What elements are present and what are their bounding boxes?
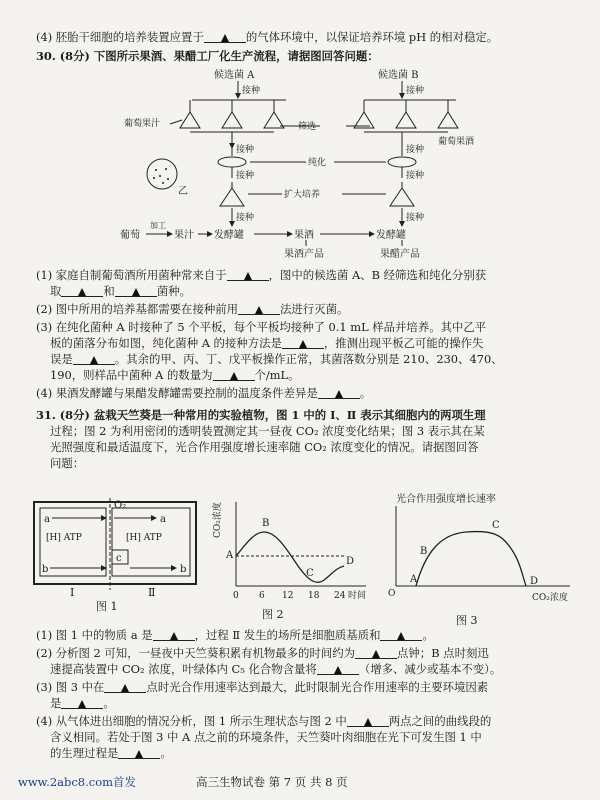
q30-item-2: (2) 图中所用的培养基都需要在接种前用 法进行灭菌。 <box>36 302 349 316</box>
flask-icon <box>180 104 284 128</box>
svg-text:12: 12 <box>282 591 294 601</box>
petri-dish-icon <box>218 157 246 167</box>
strain-b-label: 候选菌 B <box>378 70 419 81</box>
q30-title: 30. (8分) 下图所示果酒、果醋工厂化生产流程，请据图回答问题： <box>36 49 379 63</box>
q31-item-4: (4) 从气体进出细胞的情况分析，图 1 所示生理状态与图 2 中 两点之间的曲线段的 <box>36 714 492 728</box>
inoculate-label: 接种 <box>406 145 425 155</box>
wine-product-label: 果酒产品 <box>284 249 324 260</box>
juice-label: 果汁 <box>174 230 194 241</box>
q30-item-3-cont2: 误是 。其余的甲、丙、丁、戊平板操作正常，其菌落数分别是 210、230、470、 <box>50 352 503 366</box>
fig3-curve <box>416 532 526 586</box>
point-a-label: A <box>410 574 418 585</box>
a-label: a <box>44 514 50 525</box>
figure-3-rate-curve <box>382 490 582 610</box>
answer-blank <box>204 31 246 43</box>
flask-icon <box>390 182 414 206</box>
q29-text: (4) 胚胎干细胞的培养装置应置于 <box>36 30 204 44</box>
q30-flow-diagram <box>120 66 540 262</box>
strain-a-label: 候选菌 A <box>214 70 255 81</box>
hatp-label: [H] ATP <box>126 533 162 543</box>
a-label: a <box>160 514 166 525</box>
fig2-xlabel: 时间 <box>348 591 367 601</box>
vinegar-product-label: 果醋产品 <box>380 249 420 260</box>
point-b-label: B <box>262 518 270 529</box>
grape-label: 葡萄 <box>120 230 140 241</box>
q31-text: 过程；图 2 为利用密闭的透明装置测定其一昼夜 CO₂ 浓度变化结果；图 3 表示其在某 <box>50 424 485 438</box>
footer-page-number: 高三生物试卷 第 7 页 共 8 页 <box>196 775 348 789</box>
plate-yi-label: 乙 <box>178 186 188 197</box>
point-d-label: D <box>346 556 355 567</box>
page-footer <box>18 774 582 790</box>
fig3-xlabel: CO₂浓度 <box>532 593 568 603</box>
figure-1-cell-diagram <box>30 496 200 596</box>
purify-label: 纯化 <box>308 158 327 168</box>
point-a-label: A <box>226 550 234 561</box>
inoculate-label: 接种 <box>242 86 261 96</box>
inoculate-label: 接种 <box>406 213 425 223</box>
fig3-title: 光合作用强度增长速率 <box>396 494 496 505</box>
o2-label: O₂ <box>114 500 127 511</box>
c-label: c <box>116 553 122 564</box>
q31-item-3-cont: 是 。 <box>50 696 115 710</box>
flask-icon <box>354 104 458 128</box>
screen-label: 筛选 <box>298 122 317 132</box>
roman-i-label: Ⅰ <box>70 586 75 596</box>
blank-triangle-icon <box>221 34 229 42</box>
wine-label: 果酒 <box>294 230 314 241</box>
q30-item-4: (4) 果酒发酵罐与果醋发酵罐需要控制的温度条件差异是 。 <box>36 386 372 400</box>
point-b-label: B <box>420 546 428 557</box>
origin-label: O <box>388 589 396 599</box>
q31-item-2: (2) 分析图 2 可知，一昼夜中天竺葵积累有机物最多的时间约为 点钟；B 点时刻迅 <box>36 646 489 660</box>
q29-text: 的气体环境中，以保证培养环境 pH 的相对稳定。 <box>245 30 499 44</box>
cell-outline <box>34 502 196 584</box>
q30-item-3-cont: 板的菌落分布如图，纯化菌种 A 的接种方法是 ，推测出现平板乙可能的操作失 <box>50 336 484 350</box>
q31-title: 31. (8分) 盆栽天竺葵是一种常用的实验植物，图 1 中的 Ⅰ、Ⅱ 表示其细胞内的两项生理 <box>36 408 486 422</box>
point-c-label: C <box>306 568 314 579</box>
q31-text: 问题： <box>50 456 85 470</box>
svg-text:18: 18 <box>308 591 320 601</box>
figure-3-caption: 图 3 <box>456 614 478 627</box>
fig2-curve <box>236 532 344 582</box>
grape-juice-label: 葡萄果汁 <box>124 119 161 129</box>
roman-ii-label: Ⅱ <box>148 586 156 596</box>
b-label: b <box>180 564 187 575</box>
point-d-label: D <box>530 576 539 587</box>
q30-item-1: (1) 家庭自制葡萄酒所用菌种常来自于 ，图中的候选菌 A、B 经筛选和纯化分别获 <box>36 268 487 282</box>
q30-item-3-cont3: 190，则样品中菌种 A 的数量为 个/mL。 <box>50 368 300 382</box>
flask-icon <box>220 182 244 206</box>
fig2-ylabel: CO₂浓度 <box>213 502 223 538</box>
inoculate-label: 接种 <box>236 213 255 223</box>
expand-label: 扩大培养 <box>284 190 321 200</box>
petri-dish-icon <box>388 157 416 167</box>
q31-item-2-cont: 速提高装置中 CO₂ 浓度，叶绿体内 C₅ 化合物含量将 （增多、减少或基本不变）。 <box>50 662 502 676</box>
figure-1-caption: 图 1 <box>96 600 118 613</box>
q31-item-4-cont2: 的生理过程是 。 <box>50 746 172 760</box>
grape-wine-label: 葡萄果酒 <box>438 137 475 147</box>
q31-text: 光照强度和最适温度下，光合作用强度增长速率随 CO₂ 浓度变化的情况。请据图回答 <box>50 440 479 454</box>
inoculate-label: 接种 <box>236 145 255 155</box>
inoculate-label: 接种 <box>406 171 425 181</box>
plate-yi-icon <box>147 159 177 189</box>
q30-item-1-cont: 取 和 菌种。 <box>50 284 191 298</box>
q31-item-1: (1) 图 1 中的物质 a 是 ，过程 Ⅱ 发生的场所是细胞质基质和 。 <box>36 628 434 642</box>
inoculate-label: 接种 <box>406 86 425 96</box>
figure-2-co2-curve <box>206 494 376 604</box>
fermenter-label: 发酵罐 <box>214 230 244 241</box>
process-label: 加工 <box>150 221 166 230</box>
svg-text:24: 24 <box>334 591 346 601</box>
q31-item-3: (3) 图 3 中在 点时光合作用速率达到最大，此时限制光合作用速率的主要环境因素 <box>36 680 489 694</box>
fermenter-label: 发酵罐 <box>376 230 406 241</box>
svg-text:6: 6 <box>259 591 265 601</box>
footer-site[interactable]: www.2abc8.com首发 <box>18 775 137 789</box>
inoculate-label: 接种 <box>236 171 255 181</box>
point-c-label: C <box>492 520 500 531</box>
q31-item-4-cont: 含义相同。若处于图 3 中 A 点之前的环境条件，天竺葵叶肉细胞在光下可发生图 1 中 <box>50 730 482 744</box>
b-label: b <box>42 564 49 575</box>
svg-text:0: 0 <box>233 591 239 601</box>
q29-item-4 <box>36 30 582 45</box>
q30-item-3: (3) 在纯化菌种 A 时接种了 5 个平板，每个平板均接种了 0.1 mL 样品并培养。其中乙平 <box>36 320 487 334</box>
hatp-label: [H] ATP <box>46 533 82 543</box>
figure-2-caption: 图 2 <box>262 608 284 621</box>
